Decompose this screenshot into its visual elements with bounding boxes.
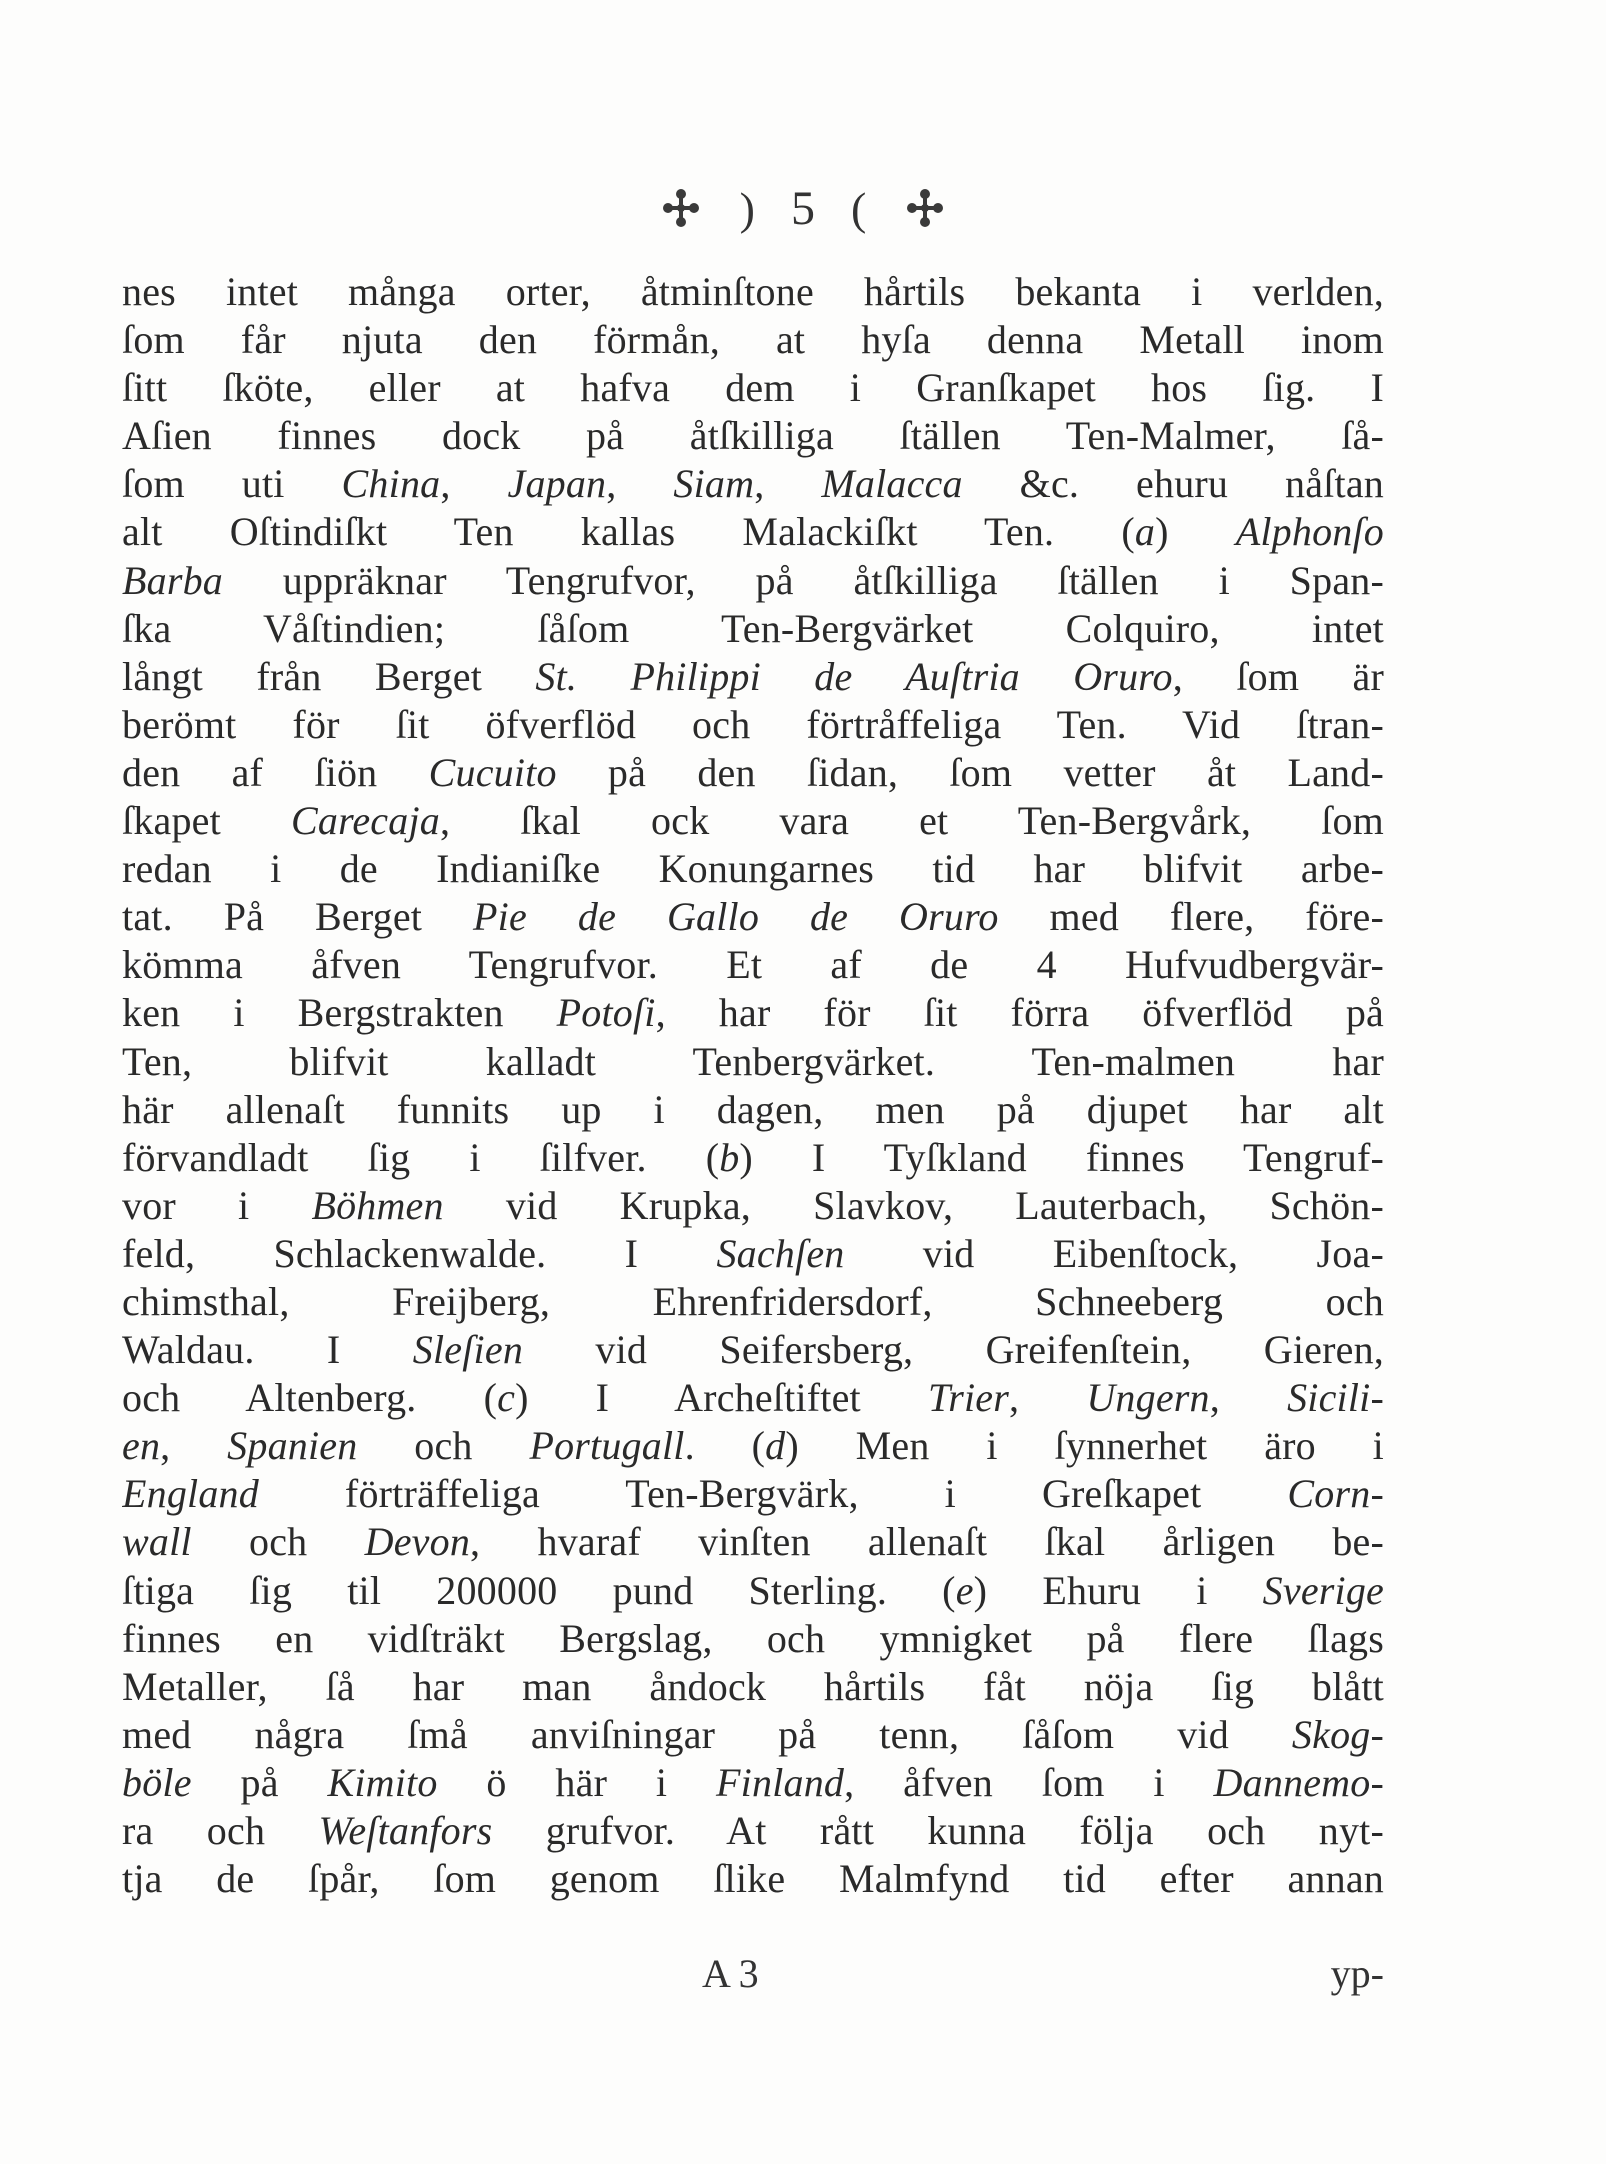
italic-run: e bbox=[955, 1567, 974, 1613]
text-run: den af ſiön bbox=[122, 749, 429, 795]
italic-run: Alphonſo bbox=[1235, 509, 1384, 555]
text-line bbox=[122, 1422, 1384, 1470]
text-run: ſtiga ſig til 200000 pund Sterling. ( bbox=[122, 1567, 956, 1613]
text-run: här allenaſt funnits up i dagen, men på djupet har alt bbox=[122, 1086, 1384, 1132]
italic-run: b bbox=[719, 1134, 740, 1180]
text-run: ö här i bbox=[437, 1759, 717, 1805]
text-run: kömma åfven Tengrufvor. Et af de 4 Hufvudbergvär- bbox=[122, 942, 1384, 988]
text-line bbox=[122, 893, 1384, 941]
text-line bbox=[122, 749, 1384, 797]
text-run: ſka Våſtindien; ſåſom Ten-Bergvärket Colquiro, intet bbox=[122, 605, 1384, 651]
text-run: Metaller, ſå har man åndock hårtils fåt nöja ſig blått bbox=[122, 1663, 1384, 1709]
text-run: finnes en vidſträkt Bergslag, och ymnigket på flere ſlags bbox=[122, 1615, 1384, 1661]
text-run: vid Krupka, Slavkov, Lauterbach, Schön- bbox=[443, 1182, 1384, 1228]
italic-run: Malacca bbox=[821, 461, 963, 507]
text-run: , bbox=[754, 461, 822, 507]
text-run: , har för ſit förra öfverflöd på bbox=[655, 990, 1384, 1036]
italic-run: Weſtanfors bbox=[318, 1808, 493, 1853]
italic-run: Finland bbox=[716, 1759, 845, 1805]
text-run: vid Eibenſtock, Joa- bbox=[844, 1230, 1384, 1276]
text-run: grufvor. At rått kunna följa och nyt- bbox=[492, 1808, 1384, 1853]
text-run: , ſkal ock vara et Ten-Bergvårk, ſom bbox=[439, 798, 1384, 844]
text-line bbox=[122, 701, 1384, 749]
italic-run: böle bbox=[122, 1759, 192, 1805]
text-line bbox=[122, 412, 1384, 460]
text-run: tat. På Berget bbox=[122, 894, 474, 940]
text-run: , bbox=[160, 1423, 228, 1469]
text-run: alt Oſtindiſkt Ten kallas Malackiſkt Ten. ( bbox=[122, 509, 1135, 555]
text-run: ſitt ſköte, eller at hafva dem i Granſkapet hos ſig. I bbox=[122, 365, 1384, 411]
running-head bbox=[0, 170, 1606, 240]
text-run: förträffeliga Ten-Bergvärk, i Greſkapet bbox=[258, 1471, 1288, 1517]
text-line bbox=[122, 1038, 1384, 1086]
text-run: Ten, blifvit kalladt Tenbergvärket. Ten-malmen har bbox=[122, 1038, 1384, 1084]
page-number-bracket-left: ) bbox=[739, 182, 755, 234]
text-line bbox=[122, 941, 1384, 989]
text-line bbox=[122, 268, 1384, 316]
text-run: berömt för ſit öfverflöd och förtråffeliga Ten. Vid ſtran- bbox=[122, 701, 1384, 747]
text-run: ) I Tyſkland finnes Tengruf- bbox=[739, 1134, 1384, 1180]
text-run: redan i de Indianiſke Konungarnes tid har blifvit arbe- bbox=[122, 846, 1384, 892]
text-line bbox=[122, 1278, 1384, 1326]
text-run: Waldau. I bbox=[122, 1327, 413, 1373]
text-line bbox=[122, 1518, 1384, 1566]
text-run: ken i Bergstrakten bbox=[122, 990, 557, 1036]
italic-run: Sleſien bbox=[412, 1327, 524, 1373]
text-line bbox=[122, 1759, 1384, 1807]
text-line bbox=[122, 1374, 1384, 1422]
text-line bbox=[122, 989, 1384, 1037]
text-line bbox=[122, 1326, 1384, 1374]
text-run: ſom får njuta den förmån, at hyſa denna Metall inom bbox=[122, 317, 1384, 363]
italic-run: c bbox=[497, 1375, 516, 1421]
italic-run: Sverige bbox=[1262, 1567, 1384, 1613]
page-number: 5 bbox=[791, 181, 815, 235]
text-line bbox=[122, 316, 1384, 364]
italic-run: Dannemo- bbox=[1213, 1759, 1384, 1805]
italic-run: Japan bbox=[507, 461, 607, 507]
text-run: ) I Archeſtiftet bbox=[515, 1375, 928, 1421]
text-line bbox=[122, 797, 1384, 845]
text-line bbox=[122, 1807, 1384, 1855]
text-run: , bbox=[1209, 1375, 1288, 1421]
italic-run: Spanien bbox=[227, 1423, 358, 1469]
text-run: vid Seifersberg, Greifenſtein, Gieren, bbox=[523, 1327, 1384, 1373]
italic-run: Sachſen bbox=[716, 1230, 845, 1276]
text-line bbox=[122, 508, 1384, 556]
text-run: Aſien finnes dock på åtſkilliga ſtällen Ten-Malmer, ſå- bbox=[122, 413, 1384, 459]
text-run: feld, Schlackenwalde. I bbox=[122, 1230, 717, 1276]
signature-mark: A 3 bbox=[702, 1951, 759, 1996]
italic-run: en bbox=[122, 1423, 161, 1469]
italic-run: Corn- bbox=[1287, 1471, 1384, 1517]
text-run: med några ſmå anviſningar på tenn, ſåſom vid bbox=[122, 1711, 1292, 1757]
text-run: med flere, före- bbox=[998, 894, 1384, 940]
italic-run: St. Philippi de Auſtria Oruro bbox=[535, 653, 1173, 699]
italic-run: Devon bbox=[364, 1519, 471, 1565]
text-run: ra och bbox=[122, 1808, 319, 1853]
body-text bbox=[122, 268, 1384, 1903]
italic-run: Kimito bbox=[327, 1759, 438, 1805]
text-line bbox=[122, 653, 1384, 701]
fleuron-right-icon bbox=[902, 186, 948, 232]
italic-run: Ungern bbox=[1086, 1375, 1210, 1421]
italic-run: Skog- bbox=[1291, 1711, 1384, 1757]
text-line bbox=[122, 1567, 1384, 1615]
italic-run: England bbox=[122, 1471, 259, 1517]
text-run: ) bbox=[1155, 509, 1236, 555]
italic-run: d bbox=[765, 1423, 786, 1469]
italic-run: a bbox=[1134, 509, 1156, 555]
text-run: chimsthal, Freijberg, Ehrenfridersdorf, Schneeberg och bbox=[122, 1278, 1384, 1324]
text-run: vor i bbox=[122, 1182, 312, 1228]
italic-run: Siam bbox=[673, 461, 755, 507]
text-run: tja de ſpår, ſom genom ſlike Malmfynd tid efter annan bbox=[122, 1856, 1384, 1902]
italic-run: Potoſi bbox=[556, 990, 656, 1036]
text-run: och bbox=[191, 1519, 365, 1565]
text-run: på den ſidan, ſom vetter åt Land- bbox=[556, 749, 1384, 795]
text-run: nes intet många orter, åtminſtone hårtils bekanta i verlden, bbox=[122, 269, 1384, 314]
italic-run: Carecaja bbox=[290, 798, 440, 844]
text-run: och bbox=[357, 1423, 530, 1469]
text-run: , hvaraf vinſten allenaſt ſkal årligen be- bbox=[470, 1519, 1384, 1565]
italic-run: Böhmen bbox=[311, 1182, 444, 1228]
text-line bbox=[122, 460, 1384, 508]
text-line bbox=[122, 845, 1384, 893]
text-line bbox=[122, 1855, 1384, 1903]
text-line bbox=[122, 364, 1384, 412]
text-line bbox=[122, 1615, 1384, 1663]
text-line bbox=[122, 1470, 1384, 1518]
text-run: ſom uti bbox=[122, 461, 342, 507]
text-run: , bbox=[1009, 1375, 1087, 1421]
text-run: och Altenberg. ( bbox=[122, 1375, 498, 1421]
italic-run: China bbox=[341, 461, 441, 507]
italic-run: Trier bbox=[927, 1375, 1010, 1421]
text-line bbox=[122, 1663, 1384, 1711]
text-line bbox=[122, 605, 1384, 653]
italic-run: Cucuito bbox=[428, 749, 557, 795]
italic-run: Pie de Gallo de Oruro bbox=[473, 894, 999, 940]
text-run: &c. ehuru nåſtan bbox=[962, 461, 1384, 507]
fleuron-left-icon bbox=[658, 186, 704, 232]
text-run: på bbox=[191, 1759, 328, 1805]
text-run: , åfven ſom i bbox=[844, 1759, 1214, 1805]
text-run: uppräknar Tengrufvor, på åtſkilliga ſtällen i Span- bbox=[223, 557, 1384, 603]
italic-run: wall bbox=[122, 1519, 192, 1565]
catchword: yp- bbox=[1330, 1951, 1384, 1996]
text-line bbox=[122, 1134, 1384, 1182]
text-run: , bbox=[440, 461, 508, 507]
text-line bbox=[122, 1711, 1384, 1759]
text-run: förvandladt ſig i ſilfver. ( bbox=[122, 1134, 720, 1180]
text-run: ) Ehuru i bbox=[973, 1567, 1263, 1613]
text-line bbox=[122, 1086, 1384, 1134]
text-run: , ſom är bbox=[1172, 653, 1384, 699]
text-run: ſkapet bbox=[122, 798, 291, 844]
page-footer bbox=[122, 1950, 1384, 2006]
italic-run: Portugall bbox=[529, 1423, 685, 1469]
italic-run: Barba bbox=[122, 557, 223, 603]
text-line bbox=[122, 557, 1384, 605]
text-run: . ( bbox=[684, 1423, 766, 1469]
italic-run: Sicili- bbox=[1287, 1375, 1384, 1421]
page-number-bracket-right: ( bbox=[851, 182, 867, 234]
text-run: , bbox=[606, 461, 674, 507]
text-run: långt från Berget bbox=[122, 653, 536, 699]
text-line bbox=[122, 1230, 1384, 1278]
text-run: ) Men i ſynnerhet äro i bbox=[785, 1423, 1384, 1469]
text-line bbox=[122, 1182, 1384, 1230]
